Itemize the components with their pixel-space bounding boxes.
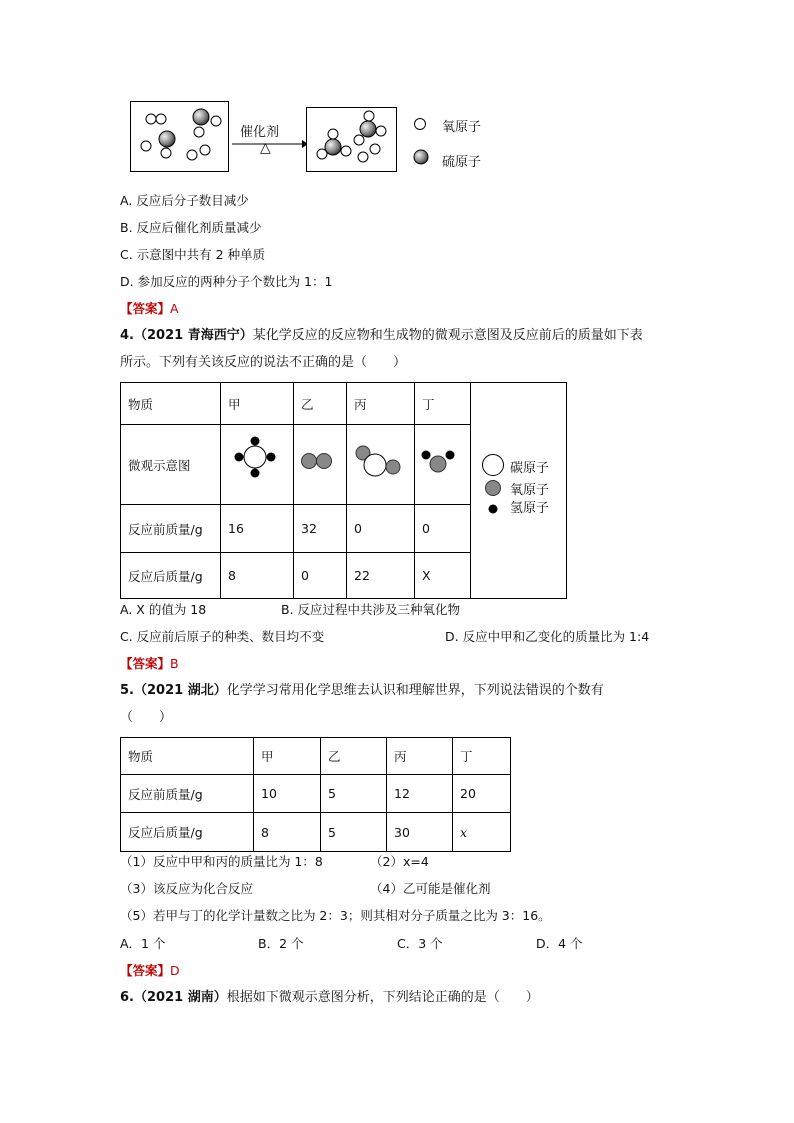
table-cell: 5 bbox=[321, 813, 387, 852]
answer-value: D bbox=[170, 963, 180, 978]
table-cell: 0 bbox=[415, 505, 471, 553]
table-header: 丁 bbox=[415, 383, 471, 425]
q5-statement-5: （5）若甲与丁的化学计量数之比为 2：3；则其相对分子质量之比为 3：16。 bbox=[120, 908, 551, 923]
table-cell: 0 bbox=[347, 505, 415, 553]
question-text: 化学学习常用化学思维去认识和理解世界，下列说法错误的个数有 bbox=[226, 683, 604, 698]
table-cell: 20 bbox=[453, 775, 511, 813]
table-cell: X bbox=[415, 553, 471, 599]
q5-option-c: C．3 个 bbox=[397, 936, 443, 951]
q5-option-d: D．4 个 bbox=[536, 936, 583, 951]
molecule-yi bbox=[294, 425, 347, 505]
question-text: 某化学反应的反应物和生成物的微观示意图及反应前后的质量如下表 bbox=[252, 328, 643, 343]
q5-statement-4: （4）乙可能是催化剂 bbox=[370, 881, 491, 896]
table-row-label: 反应后质量/g bbox=[121, 553, 221, 599]
table-header: 丁 bbox=[453, 738, 511, 775]
products-box bbox=[306, 107, 398, 173]
q5-option-b: B．2 个 bbox=[258, 936, 304, 951]
water-molecule-icon bbox=[420, 447, 458, 475]
molecule-ding bbox=[415, 425, 471, 505]
oxygen-atom-legend-icon bbox=[484, 479, 502, 497]
hydrogen-atom-legend-icon bbox=[487, 503, 499, 515]
answer-label: 【答案】 bbox=[120, 301, 171, 316]
q5-stem bbox=[120, 683, 604, 699]
table-cell: 30 bbox=[387, 813, 453, 852]
table-cell: 32 bbox=[294, 505, 347, 553]
table-header: 乙 bbox=[294, 383, 347, 425]
answer-value: B bbox=[170, 656, 179, 671]
answer-label: 【答案】 bbox=[120, 963, 171, 978]
q3-reaction-diagram bbox=[120, 95, 520, 180]
answer-label: 【答案】 bbox=[120, 656, 171, 671]
table-row-label: 反应后质量/g bbox=[121, 813, 254, 852]
table-header: 物质 bbox=[121, 738, 254, 775]
molecule-bing bbox=[347, 425, 415, 505]
q4-answer bbox=[120, 656, 179, 672]
table-header: 物质 bbox=[121, 383, 221, 425]
table-cell: 16 bbox=[221, 505, 294, 553]
question-number: 6. bbox=[120, 990, 134, 1005]
molecule-jia bbox=[221, 425, 294, 505]
question-text: 根据如下微观示意图分析，下列结论正确的是（ ） bbox=[226, 990, 539, 1005]
table-cell: x bbox=[453, 813, 511, 852]
q4-option-c: C. 反应前后原子的种类、数目均不变 bbox=[120, 629, 325, 644]
legend-oxygen-label: 氧原子 bbox=[442, 120, 482, 135]
question-source: （2021 湖北） bbox=[133, 683, 227, 698]
q3-option-c: C. 示意图中共有 2 种单质 bbox=[120, 247, 266, 262]
q4-option-a: A. X 的值为 18 bbox=[120, 602, 207, 617]
q5-statement-1: （1）反应中甲和丙的质量比为 1：8 bbox=[120, 854, 323, 869]
q4-option-b: B. 反应过程中共涉及三种氧化物 bbox=[281, 602, 461, 617]
oxygen-atom-legend-icon bbox=[413, 117, 427, 131]
legend-sulfur-label: 硫原子 bbox=[442, 155, 482, 170]
oxygen-molecule-icon bbox=[300, 452, 334, 470]
q3-option-d: D. 参加反应的两种分子个数比为 1：1 bbox=[120, 274, 333, 289]
question-number: 4. bbox=[120, 328, 134, 343]
q4-stem-line2: 所示。下列有关该反应的说法不正确的是（ ） bbox=[120, 355, 407, 370]
legend-hydrogen-label: 氢原子 bbox=[510, 501, 550, 516]
q3-answer bbox=[120, 301, 179, 317]
table-cell: 5 bbox=[321, 775, 387, 813]
methane-molecule-icon bbox=[233, 435, 277, 479]
q3-option-a: A. 反应后分子数目减少 bbox=[120, 193, 249, 208]
heat-symbol: △ bbox=[260, 140, 271, 156]
table-row-label: 反应前质量/g bbox=[121, 505, 221, 553]
q5-option-a: A．1 个 bbox=[120, 936, 166, 951]
carbon-dioxide-molecule-icon bbox=[353, 441, 403, 481]
table-header: 丙 bbox=[387, 738, 453, 775]
legend-carbon-label: 碳原子 bbox=[510, 461, 550, 476]
table-cell: 8 bbox=[221, 553, 294, 599]
q5-statement-3: （3）该反应为化合反应 bbox=[120, 881, 253, 896]
catalyst-label: 催化剂 bbox=[240, 125, 280, 140]
table-row-label: 反应前质量/g bbox=[121, 775, 254, 813]
carbon-atom-legend-icon bbox=[481, 453, 505, 477]
table-cell: 22 bbox=[347, 553, 415, 599]
q5-table bbox=[120, 737, 511, 852]
question-number: 5. bbox=[120, 683, 134, 698]
q4-option-d: D. 反应中甲和乙变化的质量比为 1:4 bbox=[445, 629, 650, 644]
q4-stem bbox=[120, 328, 643, 344]
table-header: 甲 bbox=[254, 738, 321, 775]
table-cell: 0 bbox=[294, 553, 347, 599]
sulfur-atom-legend-icon bbox=[413, 149, 429, 165]
table-cell: 12 bbox=[387, 775, 453, 813]
q5-answer bbox=[120, 963, 180, 979]
table-header: 乙 bbox=[321, 738, 387, 775]
table-row-label: 微观示意图 bbox=[121, 425, 221, 505]
question-source: （2021 青海西宁） bbox=[133, 328, 253, 343]
reactants-box bbox=[130, 101, 230, 173]
legend-oxygen-label: 氧原子 bbox=[510, 483, 550, 498]
answer-value: A bbox=[170, 301, 179, 316]
table-header: 丙 bbox=[347, 383, 415, 425]
question-source: （2021 湖南） bbox=[133, 990, 227, 1005]
table-header: 甲 bbox=[221, 383, 294, 425]
q6-stem bbox=[120, 990, 539, 1006]
table-cell: 8 bbox=[254, 813, 321, 852]
q5-statement-2: （2）x=4 bbox=[370, 854, 429, 869]
q3-option-b: B. 反应后催化剂质量减少 bbox=[120, 220, 262, 235]
table-cell: 10 bbox=[254, 775, 321, 813]
q5-stem-line2: （ ） bbox=[120, 710, 173, 725]
